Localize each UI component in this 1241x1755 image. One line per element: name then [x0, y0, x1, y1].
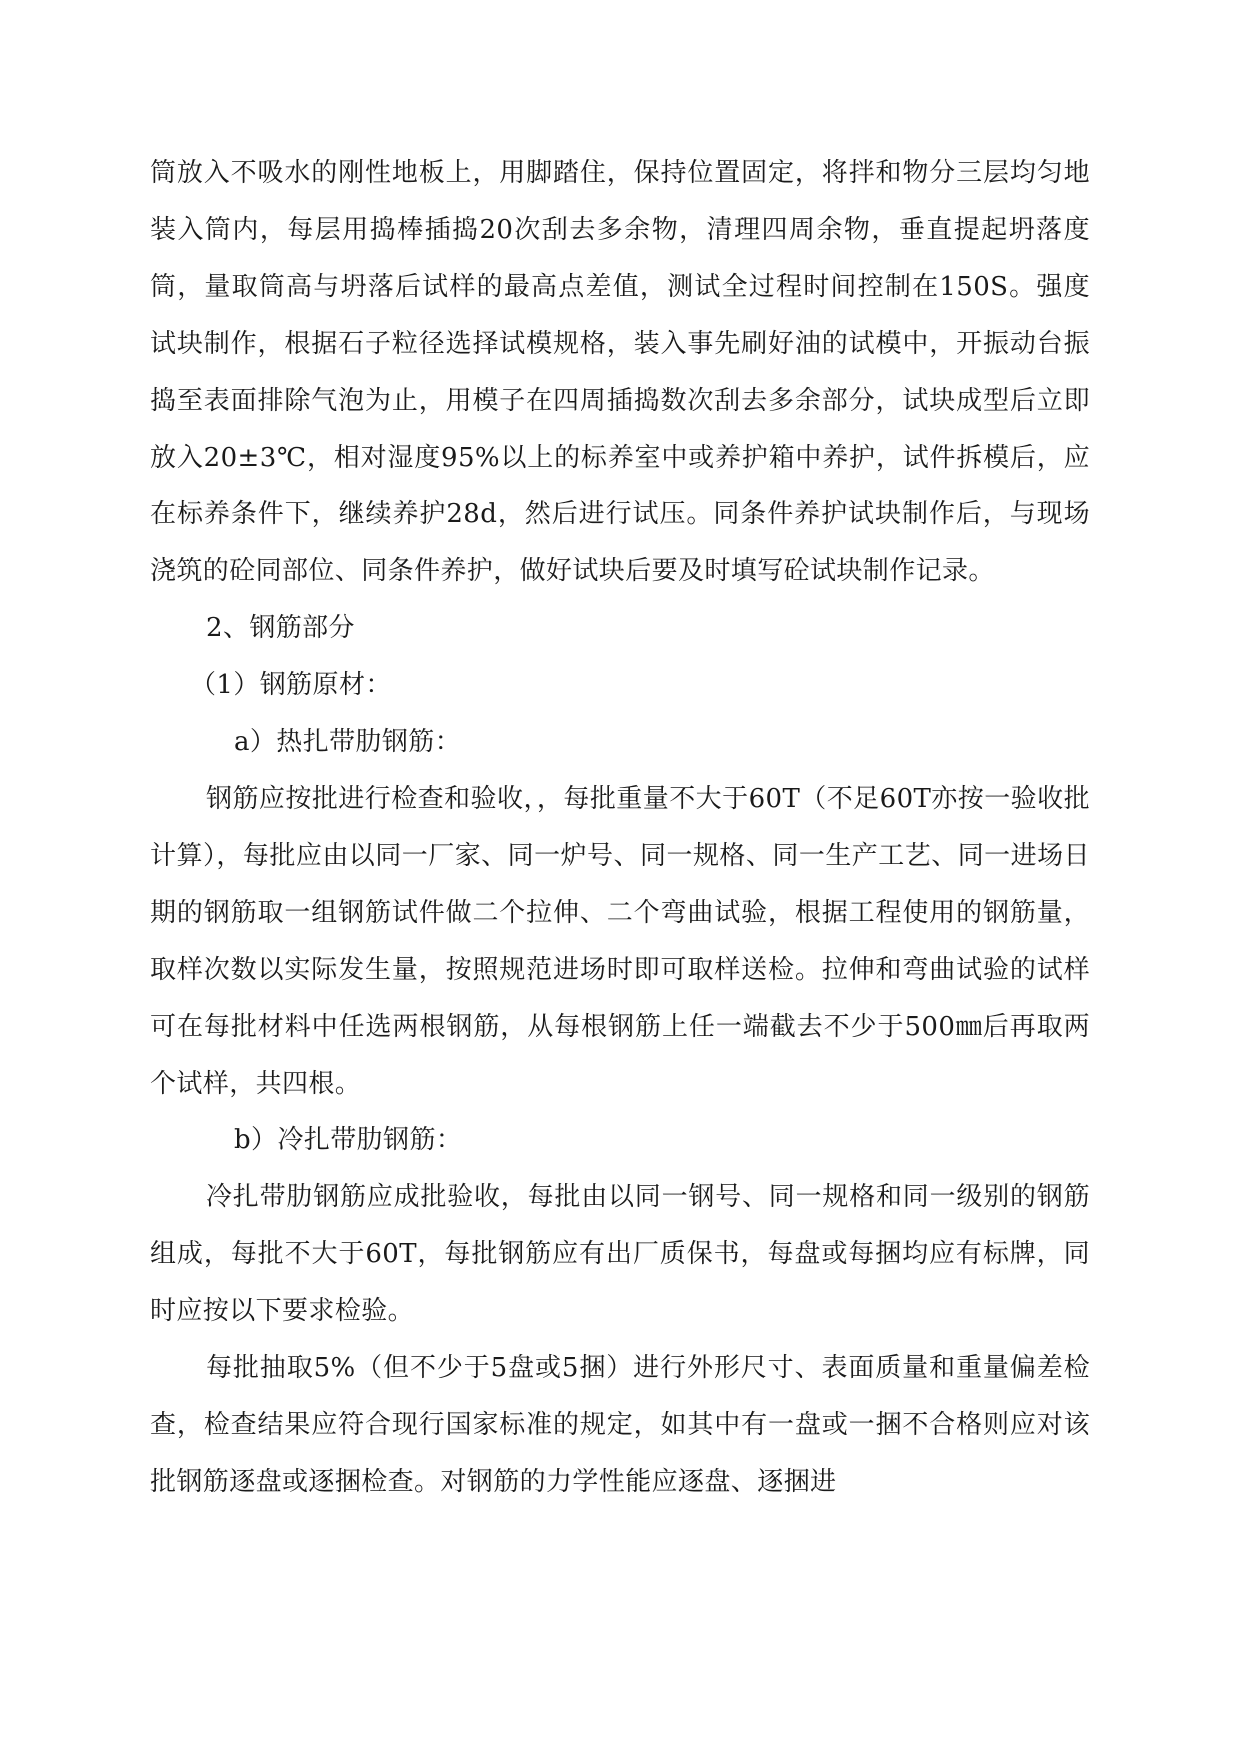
subsection-heading-raw-rebar: （1）钢筋原材：	[190, 670, 392, 701]
section-heading-rebar: 2、钢筋部分	[206, 613, 355, 644]
item-heading-hot-rolled: a）热扎带肋钢筋：	[234, 727, 462, 758]
paragraph-concrete-testing: 筒放入不吸水的刚性地板上，用脚踏住，保持位置固定，将拌和物分三层均匀地装入筒内，每层用捣棒插捣20次刮去多余物，清理四周余物，垂直提起坍落度筒，量取筒高与坍落后试样的最高点差值，测试全过程时间控制在150S。强度试块制作，根据石子粒径选择试模规格，装入事先刷好油的试模中，开振动台振捣至表面排除气泡为止，用模子在四周插捣数次刮去多余部分，试块成型后立即放入20±3℃，相对湿度95%以上的标养室中或养护箱中养护，试件拆模后，应在标养条件下，继续养护28d，然后进行试压。同条件养护试块制作后，与现场浇筑的砼同部位、同条件养护，做好试块后要及时填写砼试块制作记录。	[150, 158, 1090, 587]
paragraph-hot-rolled-rebar: 钢筋应按批进行检查和验收，，每批重量不大于60T（不足60T亦按一验收批计算），每批应由以同一厂家、同一炉号、同一规格、同一生产工艺、同一进场日期的钢筋取一组钢筋试件做二个拉伸、二个弯曲试验，根据工程使用的钢筋量，取样次数以实际发生量，按照规范进场时即可取样送检。拉伸和弯曲试验的试样可在每批材料中任选两根钢筋，从每根钢筋上任一端截去不少于500㎜后再取两个试样，共四根。	[150, 783, 1090, 1099]
document-body	[150, 145, 1090, 1511]
paragraph-cold-rolled-rebar: 冷扎带肋钢筋应成批验收，每批由以同一钢号、同一规格和同一级别的钢筋组成，每批不大于60T，每批钢筋应有出厂质保书，每盘或每捆均应有标牌，同时应按以下要求检验。	[150, 1182, 1090, 1327]
item-heading-cold-rolled: b）冷扎带肋钢筋：	[234, 1125, 463, 1156]
paragraph-sampling-inspection: 每批抽取5%（但不少于5盘或5捆）进行外形尺寸、表面质量和重量偏差检查，检查结果应符合现行国家标准的规定，如其中有一盘或一捆不合格则应对该批钢筋逐盘或逐捆检查。对钢筋的力学性能应逐盘、逐捆进	[150, 1353, 1090, 1497]
